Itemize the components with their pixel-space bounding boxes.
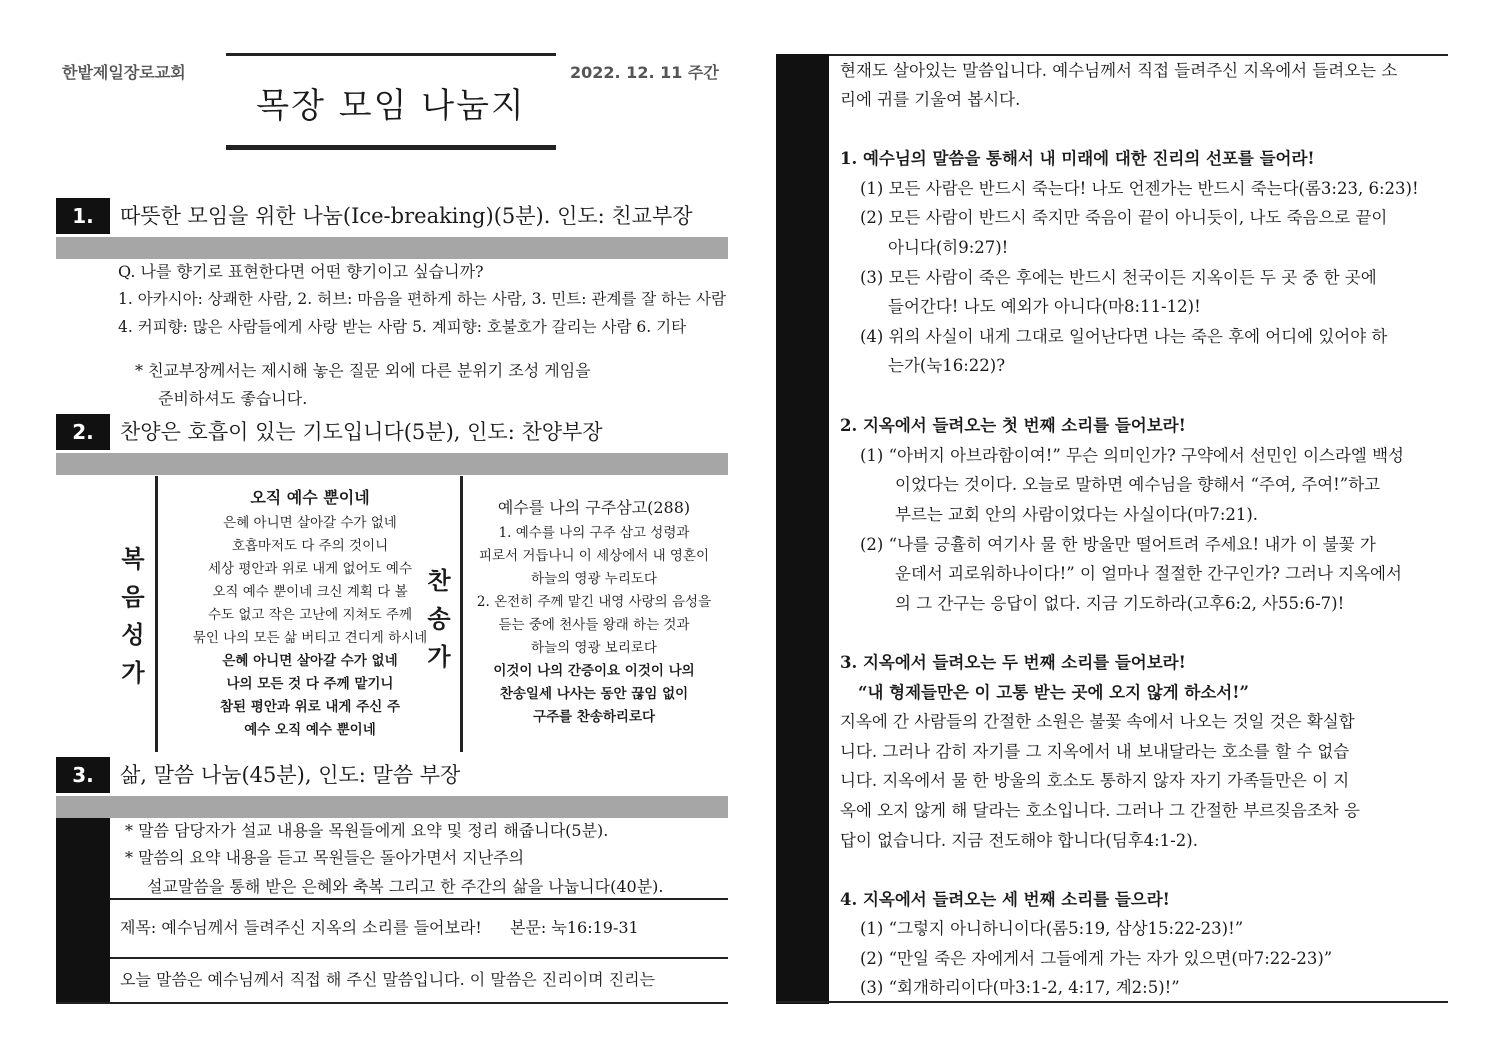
page-title: 목장 모임 나눔지 bbox=[256, 86, 526, 126]
hymn-left-title: 오직 예수 뿐이네 bbox=[250, 488, 370, 507]
rule-above-sermon-title bbox=[110, 898, 728, 900]
point1-line: 는가(눅16:22)? bbox=[888, 356, 1006, 375]
point4-line: (2) “만일 죽은 자에게서 그들에게 가는 자가 있으면(마7:22-23)” bbox=[860, 949, 1333, 968]
right-page-top-rule bbox=[776, 54, 1448, 56]
section3-side-bar bbox=[56, 818, 110, 1004]
point3-line: 니다. 그러나 감히 자기를 그 지옥에서 내 보내달라는 호소를 할 수 없습 bbox=[840, 742, 1350, 761]
week-date: 2022. 12. 11 주간 bbox=[570, 63, 719, 82]
icebreak-note-1: * 친교부장께서는 제시해 놓은 질문 외에 다른 분위기 조성 게임을 bbox=[135, 361, 591, 380]
point1-line: (3) 모든 사람이 죽은 후에는 반드시 천국이든 지옥이든 두 곳 중 한 곳에 bbox=[860, 268, 1377, 287]
point3-line: 답이 없습니다. 지금 전도해야 합니다(딤후4:1-2). bbox=[840, 831, 1198, 850]
point3-line: 지옥에 간 사람들의 간절한 소원은 불꽃 속에서 나오는 것일 것은 확실합 bbox=[840, 712, 1355, 731]
right-page-side-bar bbox=[776, 54, 829, 1004]
sermon-text: 본문: 눅16:19-31 bbox=[510, 918, 639, 937]
title-rule-top bbox=[226, 53, 556, 56]
point1-line: 아니다(히9:27)! bbox=[888, 238, 1009, 257]
point2-line: 이었다는 것이다. 오늘로 말하면 예수님을 향해서 “주여, 주여!”하고 bbox=[895, 475, 1381, 494]
hymn-right-title: 예수를 나의 구주삼고(288) bbox=[497, 498, 691, 517]
point4-heading: 4. 지옥에서 들려오는 세 번째 소리를 들으라! bbox=[840, 890, 1170, 909]
sermon-intro-cont-1: 현재도 살아있는 말씀입니다. 예수님께서 직접 들려주신 지옥에서 들려오는 소 bbox=[840, 61, 1398, 80]
point2-line: 운데서 괴로워하나이다!” 이 얼마나 절절한 간구인가? 그러나 지옥에서 bbox=[895, 564, 1402, 583]
point2-line: (1) “아버지 아브라함이여!” 무슨 의미인가? 구약에서 선민인 이스라엘 백성 bbox=[860, 446, 1404, 465]
left-page-bottom-rule bbox=[56, 1002, 728, 1004]
point2-line: 의 그 간구는 응답이 없다. 지금 기도하라(고후6:2, 사55:6-7)! bbox=[895, 594, 1345, 613]
point2-heading: 2. 지옥에서 들려오는 첫 번째 소리를 들어보라! bbox=[840, 416, 1186, 435]
sermon-note-1: * 말씀 담당자가 설교 내용을 목원들에게 요약 및 정리 해줍니다(5분). bbox=[125, 821, 609, 840]
point3-line: 니다. 지옥에서 물 한 방울의 호소도 통하지 않자 자기 가족들만은 이 지 bbox=[840, 771, 1350, 790]
section2-bar bbox=[56, 453, 728, 475]
right-page-bottom-rule bbox=[776, 1001, 1448, 1003]
hymn-divider-left bbox=[155, 476, 158, 752]
hymn-left: 오직 예수 뿐이네 은혜 아니면 살아갈 수가 없네 호흡마저도 다 주의 것이니 세상 평안과 위로 내게 없어도 예수 오직 예수 뿐이네 크신 계획 다 볼 수도 없고 작은 고난에 지쳐도 주께 묶인 나의 모든 삶 버티고 견디게 하시네 은혜 아니면 살아갈 수가 없네 나의 모든 것 다 주께 맡기니 참된 평안과 위로 내게 주신 주 예수 오직 예수 뿐이네 bbox=[160, 484, 460, 742]
hymn-label: 찬 송 가 bbox=[427, 567, 451, 671]
icebreak-note-2: 준비하셔도 좋습니다. bbox=[158, 389, 308, 408]
gospel-song-label: 복 음 성 가 bbox=[121, 545, 145, 687]
sermon-note-2a: * 말씀의 요약 내용을 듣고 목원들은 돌아가면서 지난주의 bbox=[125, 848, 525, 867]
section1-number: 1. bbox=[56, 198, 110, 234]
icebreak-options-2: 4. 커피향: 많은 사람들에게 사랑 받는 사람 5. 계피향: 호불호가 갈리는 사람 6. 기타 bbox=[118, 318, 687, 336]
point2-line: 부르는 교회 안의 사람이었다는 사실이다(마7:21). bbox=[895, 505, 1259, 524]
sermon-note-2b: 설교말씀을 통해 받은 은혜와 축복 그리고 한 주간의 삶을 나눕니다(40분). bbox=[147, 877, 664, 896]
section2-title: 찬양은 호흡이 있는 기도입니다(5분), 인도: 찬양부장 bbox=[120, 420, 603, 444]
section1-bar bbox=[56, 237, 728, 259]
rule-below-sermon-title bbox=[110, 957, 728, 959]
point3-quote: “내 형제들만은 이 고통 받는 곳에 오지 않게 하소서!” bbox=[858, 683, 1249, 702]
section3-title: 삶, 말씀 나눔(45분), 인도: 말씀 부장 bbox=[120, 763, 461, 787]
section3-number: 3. bbox=[56, 757, 110, 793]
point4-line: (1) “그렇지 아니하니이다(롬5:19, 삼상15:22-23)!” bbox=[860, 919, 1244, 938]
point1-line: (2) 모든 사람이 반드시 죽지만 죽음이 끝이 아니듯이, 나도 죽음으로 끝이 bbox=[860, 208, 1388, 227]
point2-line: (2) “나를 긍휼히 여기사 물 한 방울만 떨어트려 주세요! 내가 이 불꽃 가 bbox=[860, 535, 1376, 554]
title-rule-bottom bbox=[226, 145, 556, 150]
section1-title: 따뜻한 모임을 위한 나눔(Ice-breaking)(5분). 인도: 친교부장 bbox=[120, 204, 693, 228]
point4-line: (3) “회개하리이다(마3:1-2, 4:17, 계2:5)!” bbox=[860, 978, 1180, 997]
sermon-intro: 오늘 말씀은 예수님께서 직접 해 주신 말씀입니다. 이 말씀은 진리이며 진리는 bbox=[120, 970, 656, 989]
hymn-right: 예수를 나의 구주삼고(288) 1. 예수를 나의 구주 삼고 성령과 피로서 거듭나니 이 세상에서 내 영혼이 하늘의 영광 누리도다 2. 온전히 주께 맡긴 내영 사랑의 음성을 듣는 중에 천사들 왕래 하는 것과 하늘의 영광 보리로다 이것이 나의 간증이요 이것이 나의 찬송일세 나사는 동안 끊임 없이 구주를 찬송하리로다 bbox=[463, 494, 725, 729]
sermon-intro-cont-2: 리에 귀를 기울여 봅시다. bbox=[840, 90, 1021, 109]
sermon-title: 제목: 예수님께서 들려주신 지옥의 소리를 들어보라! bbox=[120, 918, 482, 937]
section2-number: 2. bbox=[56, 414, 110, 450]
point1-line: (1) 모든 사람은 반드시 죽는다! 나도 언젠가는 반드시 죽는다(롬3:23, 6:23)! bbox=[860, 179, 1419, 198]
point1-heading: 1. 예수님의 말씀을 통해서 내 미래에 대한 진리의 선포를 들어라! bbox=[840, 149, 1315, 168]
point3-line: 옥에 오지 않게 해 달라는 호소입니다. 그러나 그 간절한 부르짖음조차 응 bbox=[840, 801, 1360, 820]
point1-line: (4) 위의 사실이 내게 그대로 일어난다면 나는 죽은 후에 어디에 있어야 하 bbox=[860, 327, 1388, 346]
icebreak-options-1: 1. 아카시아: 상쾌한 사람, 2. 허브: 마음을 편하게 하는 사람, 3. 민트: 관계를 잘 하는 사람 bbox=[118, 290, 726, 308]
point1-line: 들어간다! 나도 예외가 아니다(마8:11-12)! bbox=[888, 297, 1201, 316]
church-name: 한밭제일장로교회 bbox=[62, 63, 186, 82]
section3-bar bbox=[56, 796, 728, 818]
point3-heading: 3. 지옥에서 들려오는 두 번째 소리를 들어보라! bbox=[840, 653, 1186, 672]
icebreak-question: Q. 나를 향기로 표현한다면 어떤 향기이고 싶습니까? bbox=[118, 262, 484, 281]
